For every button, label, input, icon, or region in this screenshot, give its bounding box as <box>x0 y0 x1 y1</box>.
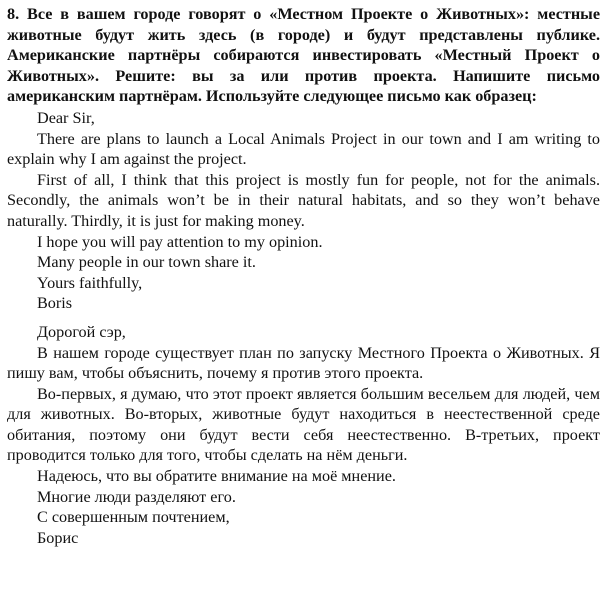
task-text: Все в вашем городе говорят о «Местном Проекте о Животных»: местные животные будут жить здесь (в городе) и будут представлены публике. Американские партнёры собираются инвестировать «Местный Проект о Животных». Решите: вы за или против проекта. Напишите письмо американским партнёрам. Используйте следующее письмо как образец: <box>7 5 601 106</box>
english-line-2: Many people in our town share it. <box>37 253 256 272</box>
russian-greeting: Дорогой сэр, <box>37 322 126 341</box>
english-closing: Yours faithfully, <box>37 273 143 292</box>
russian-letter <box>7 322 600 549</box>
russian-signature: Борис <box>37 528 79 547</box>
russian-closing: С совершенным почтением, <box>37 508 230 527</box>
russian-line-1: Надеюсь, что вы обратите внимание на моё мнение. <box>37 467 396 486</box>
letter-separator <box>7 314 600 322</box>
russian-paragraph-2: Во-первых, я думаю, что этот проект является большим весельем для людей, чем для животных. Во-вторых, животные будут находиться в неестественной среде обитания, поэтому они будут вести себя неестественно. В-третьих, проект проводится только для того, чтобы сделать на нём деньги. <box>7 384 600 465</box>
english-greeting: Dear Sir, <box>37 108 95 127</box>
english-signature: Boris <box>37 294 73 313</box>
english-paragraph-1: There are plans to launch a Local Animals Project in our town and I am writing to explain why I am against the project. <box>7 129 600 169</box>
english-line-1: I hope you will pay attention to my opinion. <box>37 232 323 251</box>
english-letter <box>7 108 600 314</box>
russian-line-2: Многие люди разделяют его. <box>37 487 236 506</box>
russian-paragraph-1: В нашем городе существует план по запуску Местного Проекта о Животных. Я пишу вам, чтобы объяснить, почему я против этого проекта. <box>7 343 600 383</box>
task-number: 8. <box>7 5 20 23</box>
task-instruction <box>7 4 600 107</box>
english-paragraph-2: First of all, I think that this project is mostly fun for people, not for the animals. Secondly, the animals won’t be in their natural habitats, and so they won’t behave naturally. Thirdly, it is just for making money. <box>7 170 600 230</box>
